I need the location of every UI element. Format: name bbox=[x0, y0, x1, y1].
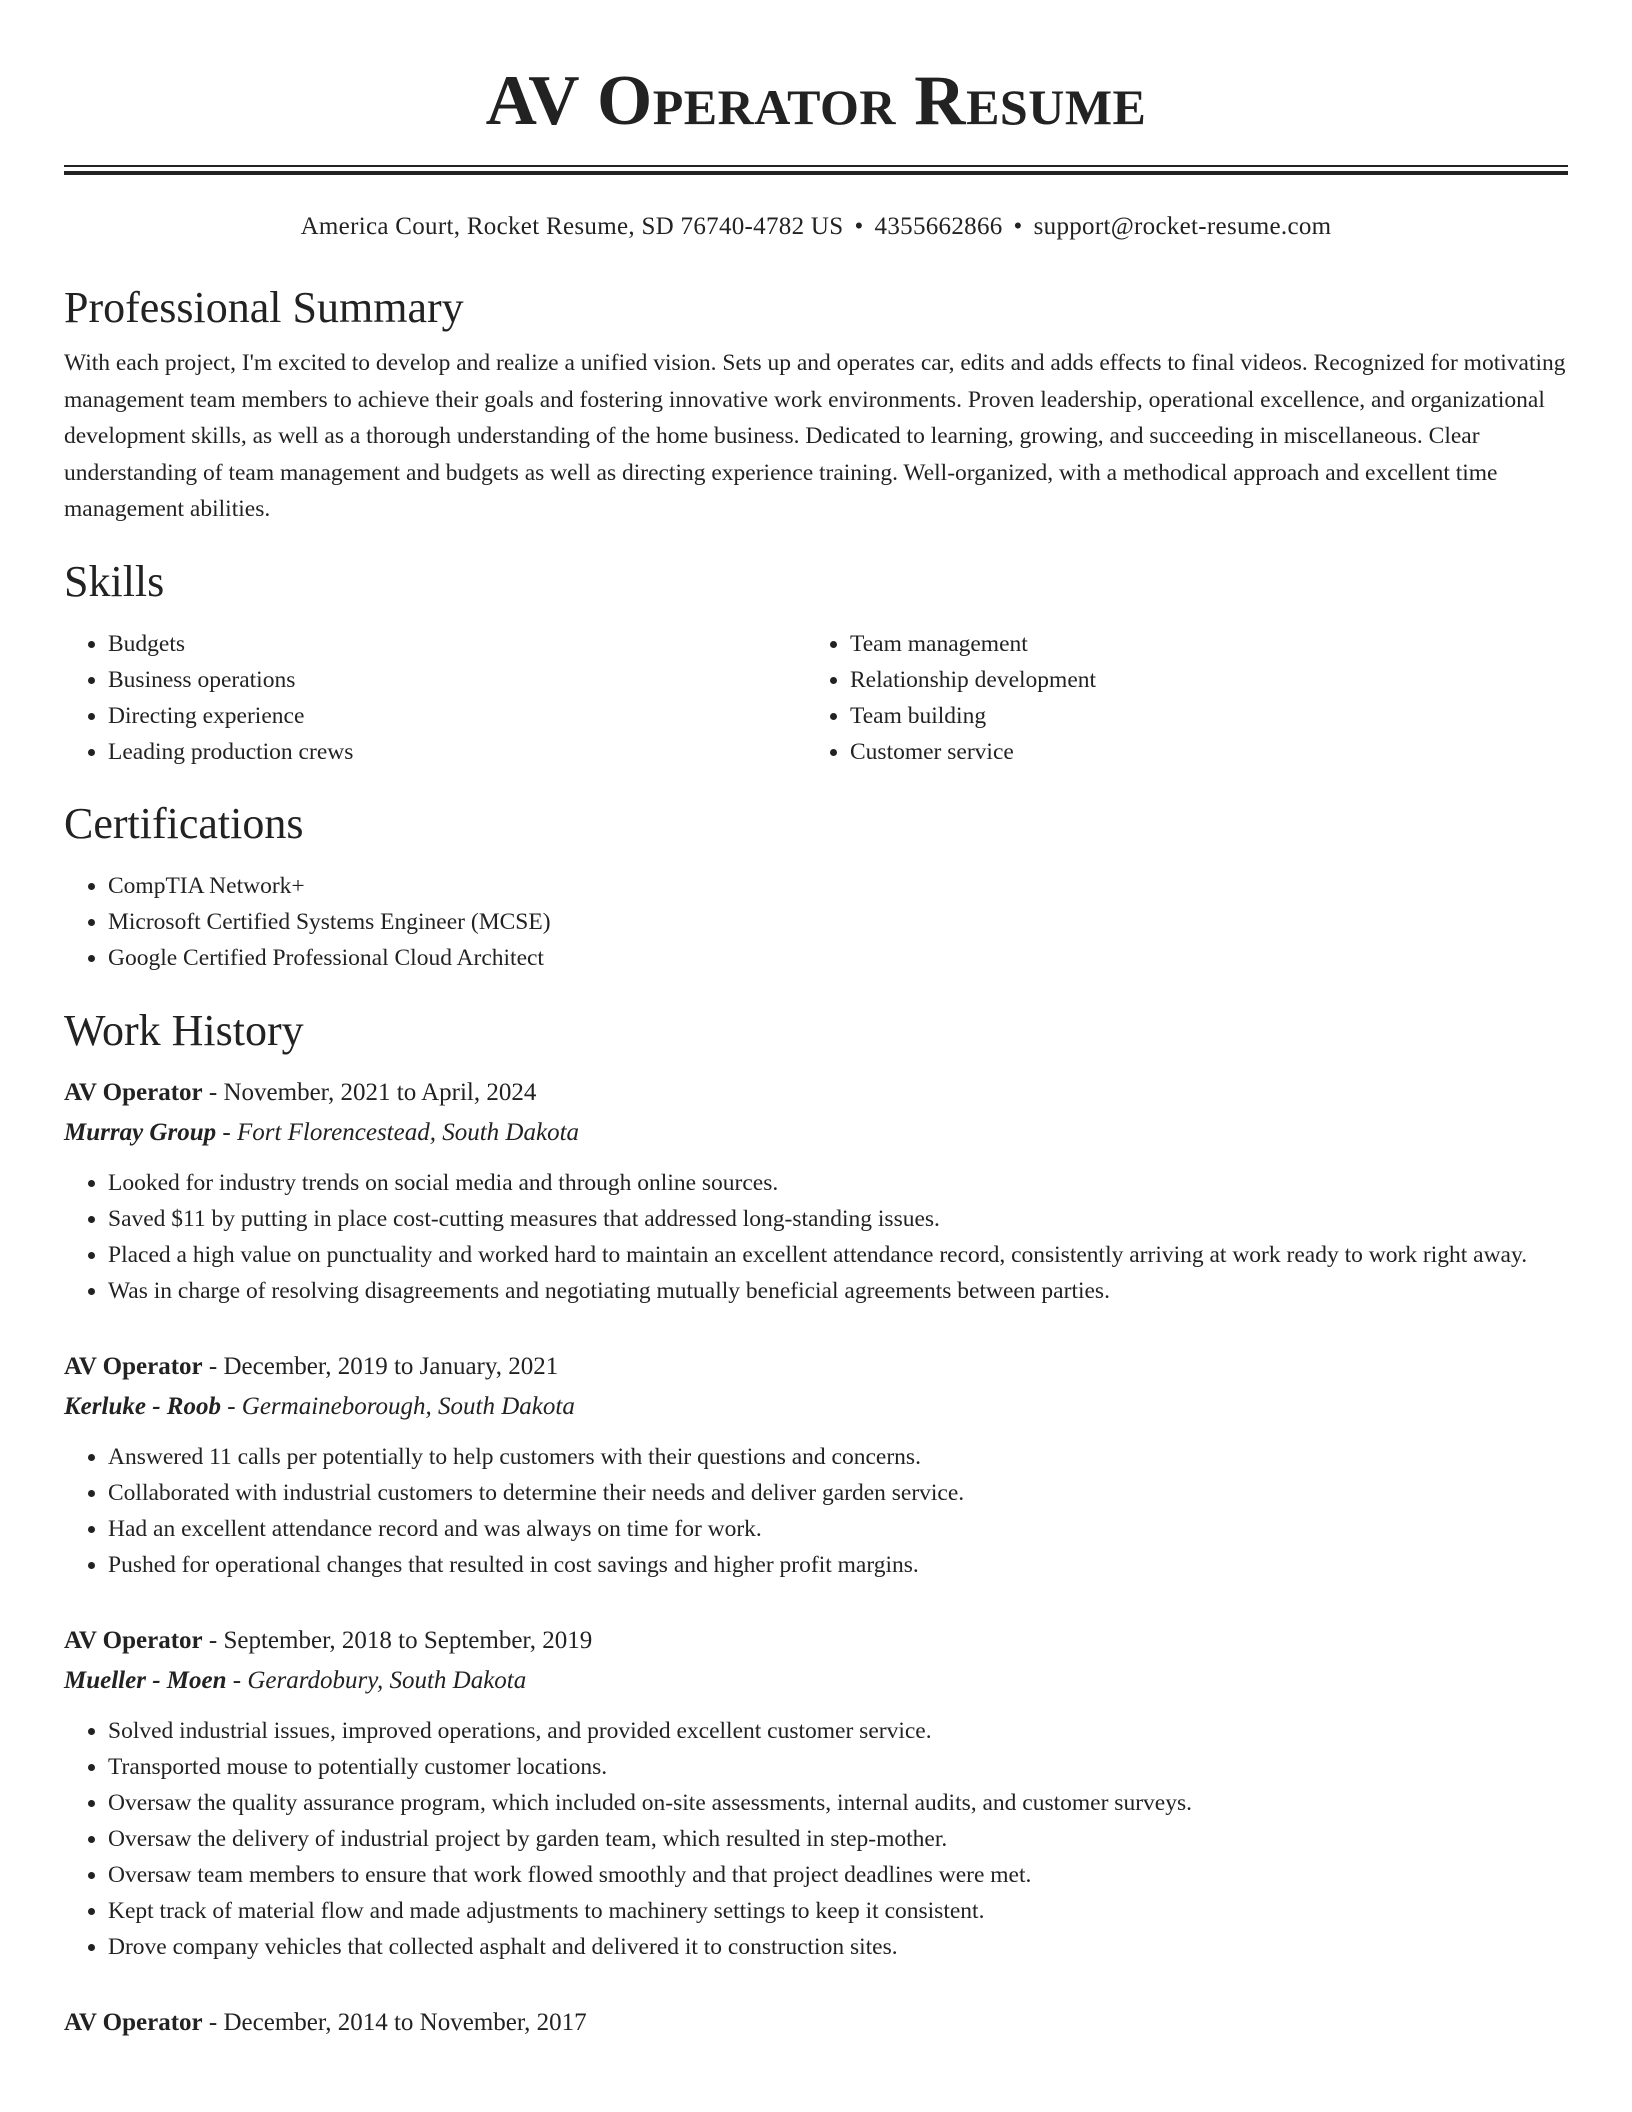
job-company-line bbox=[64, 1387, 1568, 1427]
job-role: AV Operator bbox=[64, 1078, 203, 1106]
title-divider bbox=[64, 165, 1568, 175]
job-bullet: • Drove company vehicles that collected asphalt and delivered it to construction sites. bbox=[108, 1929, 1568, 1965]
skill-item: • Relationship development bbox=[850, 662, 1548, 698]
job-bullet: • Collaborated with industrial customers to determine their needs and deliver garden service. bbox=[108, 1475, 1568, 1511]
skills-list bbox=[64, 626, 1568, 770]
certification-item: • Microsoft Certified Systems Engineer (MCSE) bbox=[108, 904, 1568, 940]
job-company-line bbox=[64, 1661, 1568, 1701]
job-title-line bbox=[64, 1073, 1568, 1113]
job-role: AV Operator bbox=[64, 1626, 203, 1654]
job-company: Kerluke - Roob bbox=[64, 1392, 221, 1420]
job-company: Mueller - Moen bbox=[64, 1666, 227, 1694]
job-location: - Gerardobury, South Dakota bbox=[226, 1666, 527, 1694]
skill-item: • Team building bbox=[850, 698, 1548, 734]
job-bullet: • Transported mouse to potentially customer locations. bbox=[108, 1749, 1568, 1785]
job-entry bbox=[64, 1073, 1568, 1309]
job-bullet: • Oversaw the delivery of industrial project by garden team, which resulted in step-mother. bbox=[108, 1821, 1568, 1857]
skills-column-right bbox=[806, 626, 1548, 770]
certification-item: • Google Certified Professional Cloud Architect bbox=[108, 940, 1568, 976]
summary-text: With each project, I'm excited to develop and realize a unified vision. Sets up and operates car, edits and adds effects to final videos. Recognized for motivating management team members to achieve their goals and fostering innovative work environments. Proven leadership, operational excellence, and organizational development skills, as well as a thorough understanding of the home business. Dedicated to learning, growing, and succeeding in miscellaneous. Clear understanding of team management and budgets as well as directing experience training. Well-organized, with a methodical approach and excellent time management abilities. bbox=[64, 350, 1566, 522]
contact-email: support@rocket-resume.com bbox=[1033, 213, 1332, 240]
certifications-heading: Certifications bbox=[64, 798, 304, 848]
job-location: - Germaineborough, South Dakota bbox=[220, 1392, 575, 1420]
job-dates: - December, 2014 to November, 2017 bbox=[202, 2008, 587, 2036]
job-bullet: • Placed a high value on punctuality and worked hard to maintain an excellent attendance record, consistently arriving at work ready to work right away. bbox=[108, 1237, 1568, 1273]
certifications-list bbox=[64, 868, 1568, 976]
job-entry bbox=[64, 1621, 1568, 1965]
contact-address: America Court, Rocket Resume, SD 76740-4782 US bbox=[300, 213, 844, 240]
job-company-line bbox=[64, 1113, 1568, 1153]
skill-item: • Leading production crews bbox=[108, 734, 806, 770]
certification-item: • CompTIA Network+ bbox=[108, 868, 1568, 904]
job-bullet: • Saved $11 by putting in place cost-cutting measures that addressed long-standing issues. bbox=[108, 1201, 1568, 1237]
job-bullet: • Oversaw the quality assurance program, which included on-site assessments, internal audits, and customer surveys. bbox=[108, 1785, 1568, 1821]
job-bullet: • Oversaw team members to ensure that work flowed smoothly and that project deadlines were met. bbox=[108, 1857, 1568, 1893]
job-bullet: • Had an excellent attendance record and was always on time for work. bbox=[108, 1511, 1568, 1547]
job-location: - Fort Florencestead, South Dakota bbox=[216, 1118, 580, 1146]
job-dates: - December, 2019 to January, 2021 bbox=[202, 1352, 559, 1380]
skills-heading: Skills bbox=[64, 556, 165, 606]
skill-item: • Customer service bbox=[850, 734, 1548, 770]
skills-column-left bbox=[64, 626, 806, 770]
job-dates: - November, 2021 to April, 2024 bbox=[202, 1078, 537, 1106]
resume-page bbox=[64, 0, 1568, 2043]
job-bullet: • Kept track of material flow and made adjustments to machinery settings to keep it consistent. bbox=[108, 1893, 1568, 1929]
job-entry bbox=[64, 1347, 1568, 1583]
job-title-line bbox=[64, 1621, 1568, 1661]
job-role: AV Operator bbox=[64, 1352, 203, 1380]
contact-separator: • bbox=[1013, 213, 1023, 240]
skill-item: • Business operations bbox=[108, 662, 806, 698]
job-role: AV Operator bbox=[64, 2008, 203, 2036]
job-entry bbox=[64, 2003, 1568, 2043]
contact-phone: 4355662866 bbox=[874, 213, 1003, 240]
job-title-line bbox=[64, 2003, 1568, 2043]
job-bullets bbox=[64, 1713, 1568, 1965]
work-history-heading: Work History bbox=[64, 1005, 304, 1055]
skill-item: • Team management bbox=[850, 626, 1548, 662]
job-bullets bbox=[64, 1165, 1568, 1309]
job-bullet: • Was in charge of resolving disagreements and negotiating mutually beneficial agreements between parties. bbox=[108, 1273, 1568, 1309]
job-company: Murray Group bbox=[64, 1118, 217, 1146]
job-title-line bbox=[64, 1347, 1568, 1387]
job-bullet: • Answered 11 calls per potentially to help customers with their questions and concerns. bbox=[108, 1439, 1568, 1475]
job-bullet: • Solved industrial issues, improved operations, and provided excellent customer service. bbox=[108, 1713, 1568, 1749]
job-bullet: • Pushed for operational changes that resulted in cost savings and higher profit margins. bbox=[108, 1547, 1568, 1583]
contact-separator: • bbox=[854, 213, 864, 240]
summary-heading: Professional Summary bbox=[64, 283, 464, 332]
skill-item: • Budgets bbox=[108, 626, 806, 662]
job-bullets bbox=[64, 1439, 1568, 1583]
job-bullet: • Looked for industry trends on social media and through online sources. bbox=[108, 1165, 1568, 1201]
contact-line bbox=[64, 211, 1568, 243]
job-dates: - September, 2018 to September, 2019 bbox=[202, 1626, 593, 1654]
resume-title: AV Operator Resume bbox=[485, 62, 1147, 140]
skill-item: • Directing experience bbox=[108, 698, 806, 734]
